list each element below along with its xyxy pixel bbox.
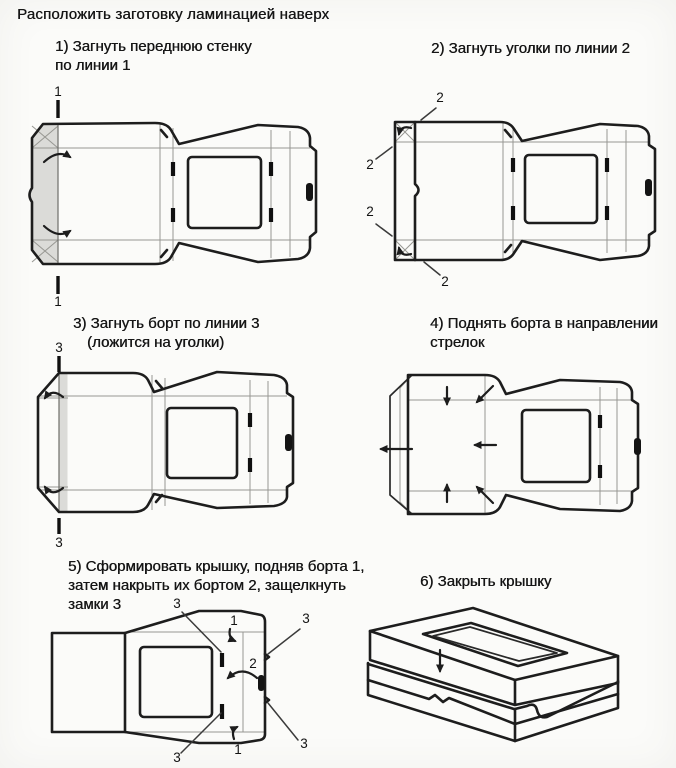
corner-marks [156,381,162,502]
flap-1-label-bottom: 1 [234,742,242,757]
page-title: Расположить заготовку ламинацией наверх [17,6,330,23]
flap-1-arrow-top [230,629,235,641]
step-4-line2: стрелок [430,334,485,351]
step-4-line1: 4) Поднять борта в направлении [430,315,658,332]
raise-arrows [381,386,496,503]
corner-fold-arrow-top [399,127,411,134]
label-leaders [376,108,440,275]
lock-tab [285,434,292,451]
step-4-caption [430,314,658,352]
flap-1-label-top: 1 [230,613,238,628]
step-1-line1: 1) Загнуть переднюю стенку [55,38,252,55]
diagram-step-6 [355,598,675,768]
corner-fold-arrow-bottom [399,248,411,255]
fold-line-1-label-top: 1 [54,84,62,99]
corner-marks [161,130,167,257]
crease-lines [32,124,310,264]
step-6-line1: 6) Закрыть крышку [420,573,552,590]
lid-window [188,157,261,228]
flap-1-arrow-bottom [233,727,237,739]
lock-3-label-bottom: 3 [173,750,181,765]
step-5-line2: затем накрыть их бортом 2, защелкнуть [68,577,346,594]
step-2-line1: 2) Загнуть уголки по линии 2 [431,40,630,57]
formed-box-base [52,633,125,732]
fold-line-1-label-bottom: 1 [54,294,62,309]
folded-wall-edge [415,122,419,260]
step-2-caption [431,39,630,58]
base-3d [368,663,618,741]
lock-tab [634,438,641,455]
lid-window [525,155,597,223]
diagram-step-4 [368,352,676,564]
lid-3d [370,608,618,705]
fold-line-3-label-bottom: 3 [55,535,63,550]
lock-slots [513,158,607,220]
fold-line-2-label-top: 2 [436,90,444,105]
step-1-line2: по линии 1 [55,57,131,74]
step-5-line3: замки 3 [68,596,121,613]
step-5-line1: 5) Сформировать крышку, подняв борта 1, [68,558,365,575]
crease-lines [38,373,287,512]
step-3-line2: (ложится на уголки) [87,334,225,351]
lid-window [167,408,237,478]
lock-3-label-top-right: 3 [302,611,310,626]
diagram-step-5 [25,596,355,768]
lock-3-label-top: 3 [173,596,181,611]
step-1-caption [55,37,252,75]
step-6-caption [420,572,551,591]
diagram-step-1 [18,86,338,308]
flap-2-label: 2 [249,656,257,671]
fold-line-3-label-top: 3 [55,340,63,355]
lid-outline [125,611,265,743]
step-3-line1: 3) Загнуть борт по линии 3 [73,315,260,332]
lid-window [140,647,212,717]
corner-marks [505,130,511,252]
diagram-step-2 [360,88,676,298]
fold-line-2-label-left-bottom: 2 [366,204,374,219]
crease-lines [395,122,649,260]
fold-line-2-label-bottom: 2 [441,274,449,289]
lock-3-label-bottom-right: 3 [300,736,308,751]
fold-line-2-label-left-top: 2 [366,157,374,172]
lock-tab [306,183,313,201]
lock-tab [258,675,265,691]
diagram-step-3 [18,340,348,568]
lid-window [522,410,590,482]
lock-tab [645,179,652,196]
crease-lines [400,375,632,514]
